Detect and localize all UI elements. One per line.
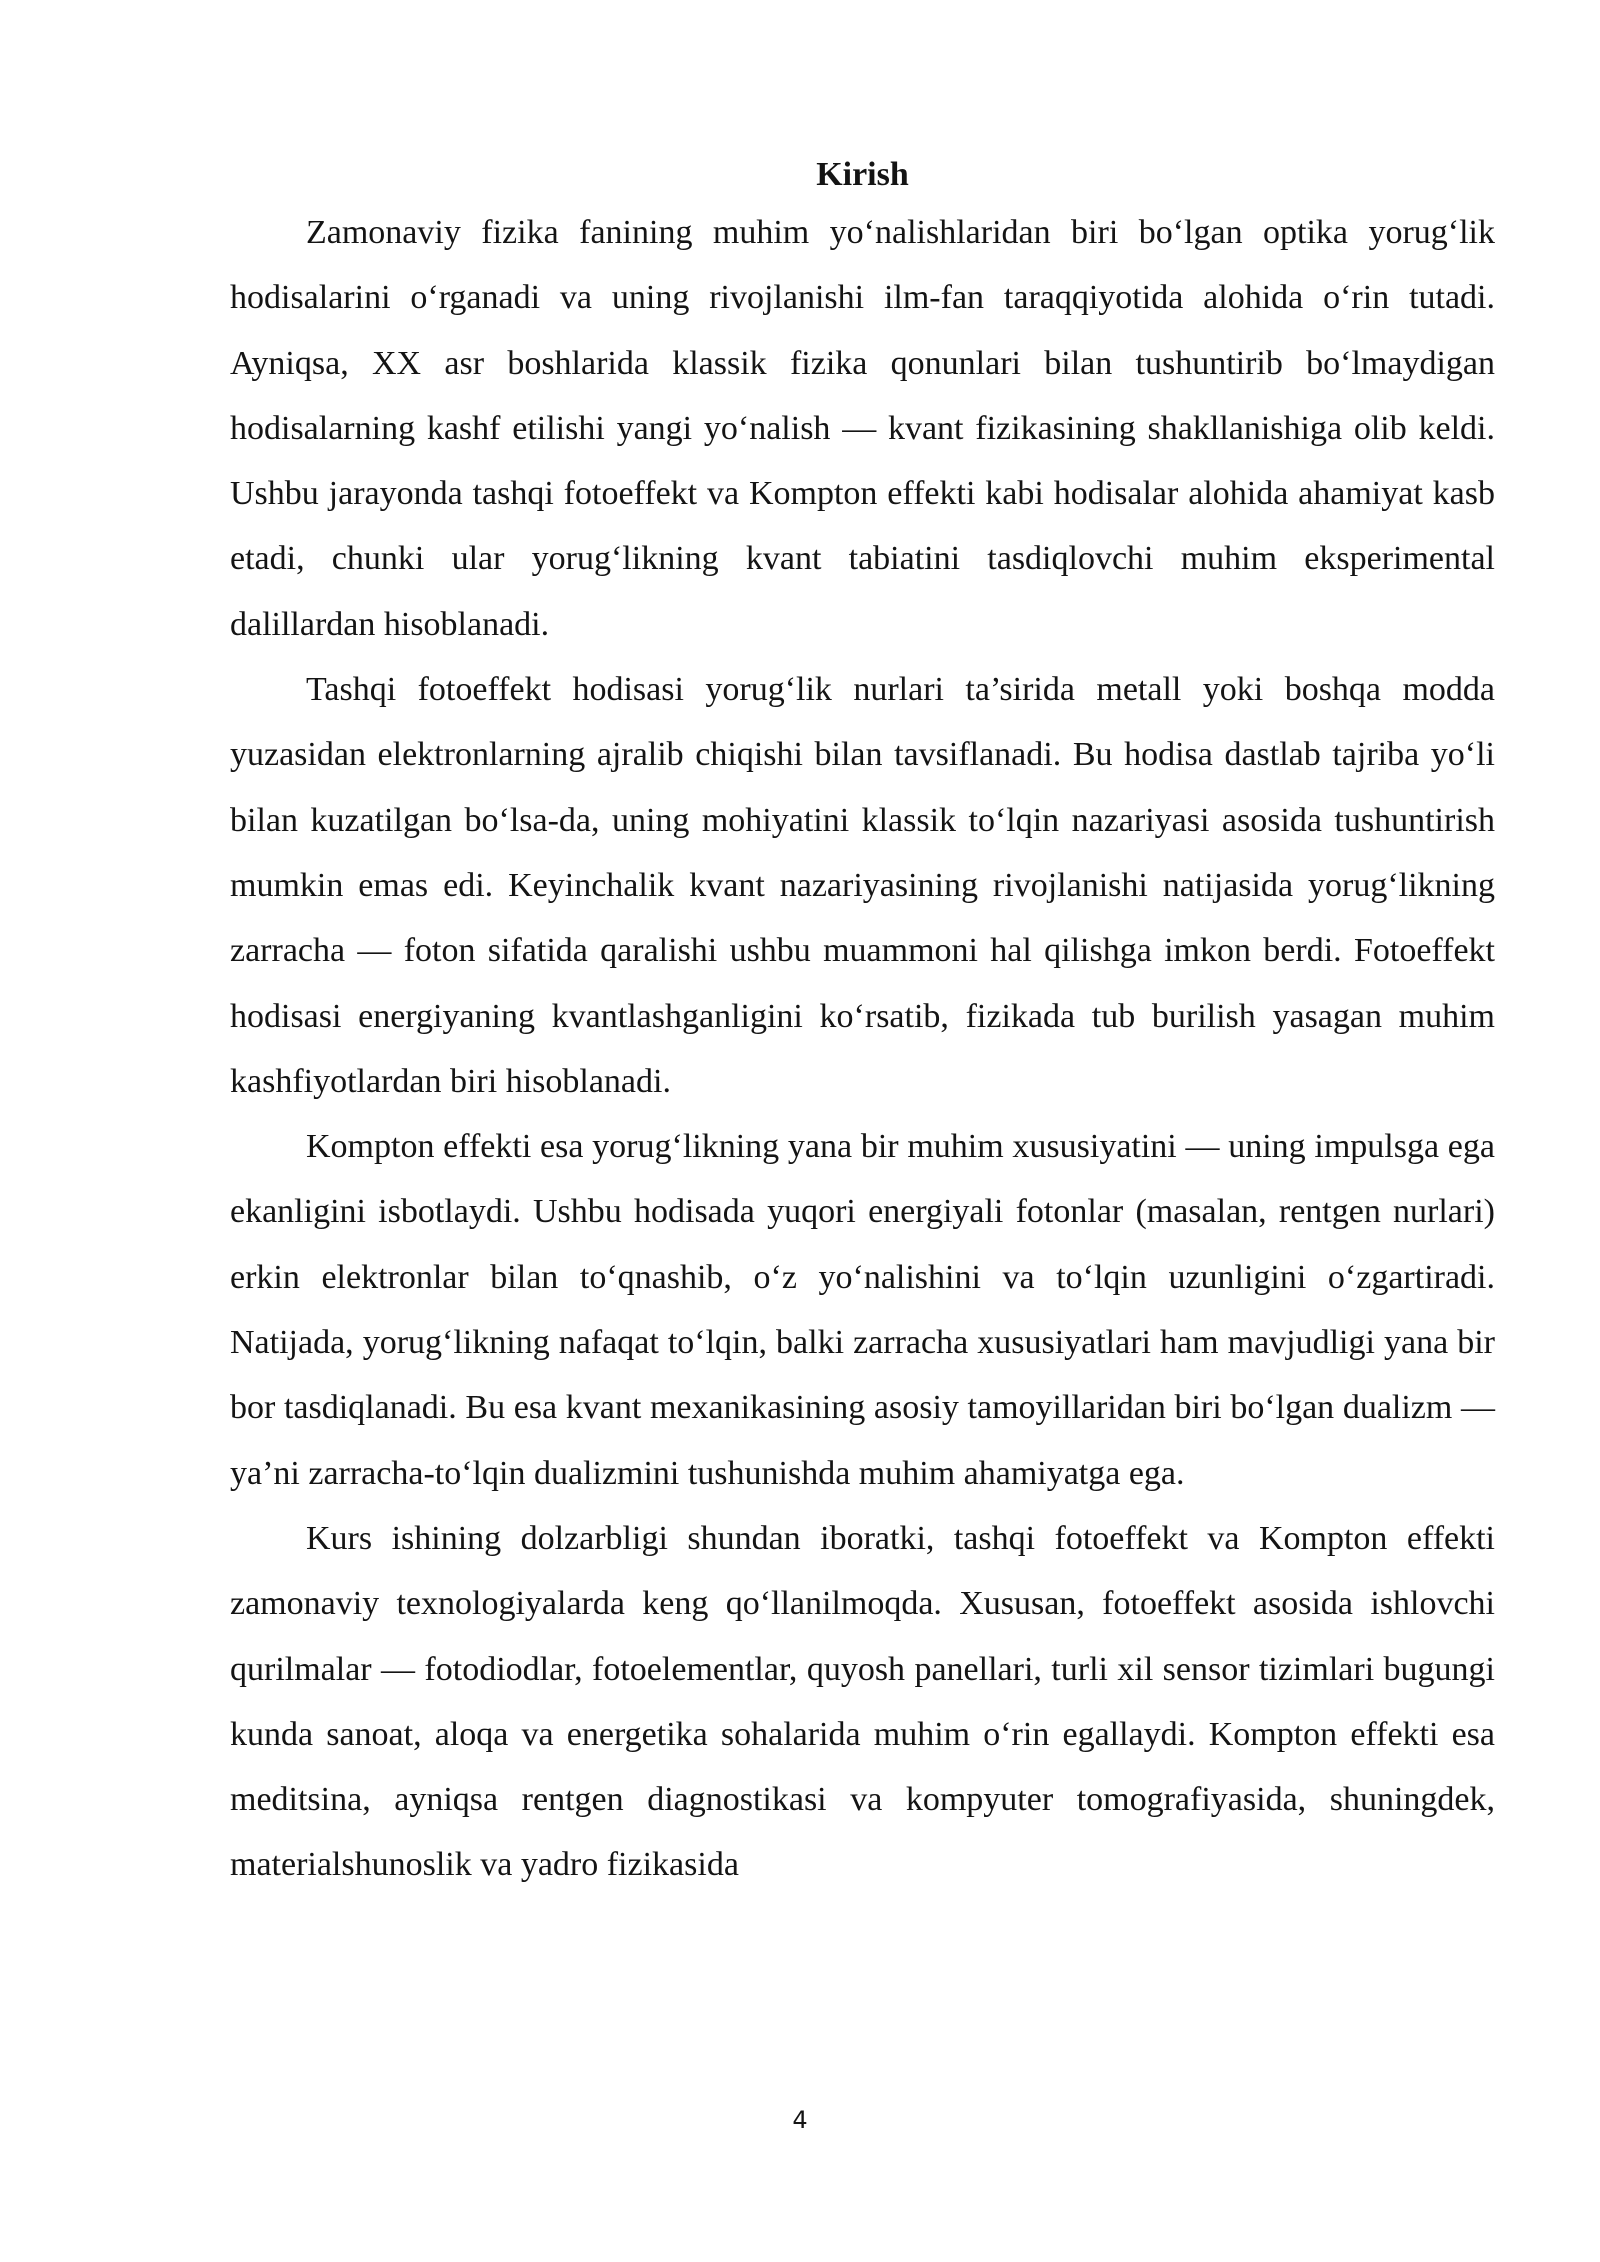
paragraph-1: Zamonaviy fizika fanining muhim yo‘nalishlaridan biri bo‘lgan optika yorug‘lik hodisalarini o‘rganadi va uning rivojlanishi ilm-fan taraqqiyotida alohida o‘rin tutadi. Ayniqsa, XX asr boshlarida klassik fizika qonunlari bilan tushuntirib bo‘lmaydigan hodisalarning kashf etilishi yangi yo‘nalish — kvant fizikasining shakllanishiga olib keldi. Ushbu jarayonda tashqi fotoeffekt va Kompton effekti kabi hodisalar alohida ahamiyat kasb etadi, chunki ular yorug‘likning kvant tabiatini tasdiqlovchi muhim eksperimental dalillardan hisoblanadi. [230,214,1495,643]
paragraph-4: Kurs ishining dolzarbligi shundan iboratki, tashqi fotoeffekt va Kompton effekti zamonaviy texnologiyalarda keng qo‘llanilmoqda. Xususan, fotoeffekt asosida ishlovchi qurilmalar — fotodiodlar, fotoelementlar, quyosh panellari, turli xil sensor tizimlari bugungi kunda sanoat, aloqa va energetika sohalarida muhim o‘rin egallaydi. Kompton effekti esa meditsina, ayniqsa rentgen diagnostikasi va kompyuter tomografiyasida, shuningdek, materialshunoslik va yadro fizikasida [230,1519,1495,1884]
page-number: 4 [792,2106,808,2134]
paragraph-2: Tashqi fotoeffekt hodisasi yorug‘lik nurlari ta’sirida metall yoki boshqa modda yuzasidan elektronlarning ajralib chiqishi bilan tavsiflanadi. Bu hodisa dastlab tajriba yo‘li bilan kuzatilgan bo‘lsa-da, uning mohiyatini klassik to‘lqin nazariyasi asosida tushuntirish mumkin emas edi. Keyinchalik kvant nazariyasining rivojlanishi natijasida yorug‘likning zarracha — foton sifatida qaralishi ushbu muammoni hal qilishga imkon berdi. Fotoeffekt hodisasi energiyaning kvantlashganligini ko‘rsatib, fizikada tub burilish yasagan muhim kashfiyotlardan biri hisoblanadi. [230,671,1495,1100]
page-body [230,150,1495,1898]
paragraph-3: Kompton effekti esa yorug‘likning yana bir muhim xususiyatini — uning impulsga ega ekanligini isbotlaydi. Ushbu hodisada yuqori energiyali fotonlar (masalan, rentgen nurlari) erkin elektronlar bilan to‘qnashib, o‘z yo‘nalishini va to‘lqin uzunligini o‘zgartiradi. Natijada, yorug‘likning nafaqat to‘lqin, balki zarracha xususiyatlari ham mavjudligi yana bir bor tasdiqlanadi. Bu esa kvant mexanikasining asosiy tamoyillaridan biri bo‘lgan dualizm — ya’ni zarracha-to‘lqin dualizmini tushunishda muhim ahamiyatga ega. [230,1128,1495,1492]
section-title: Kirish [816,156,909,193]
